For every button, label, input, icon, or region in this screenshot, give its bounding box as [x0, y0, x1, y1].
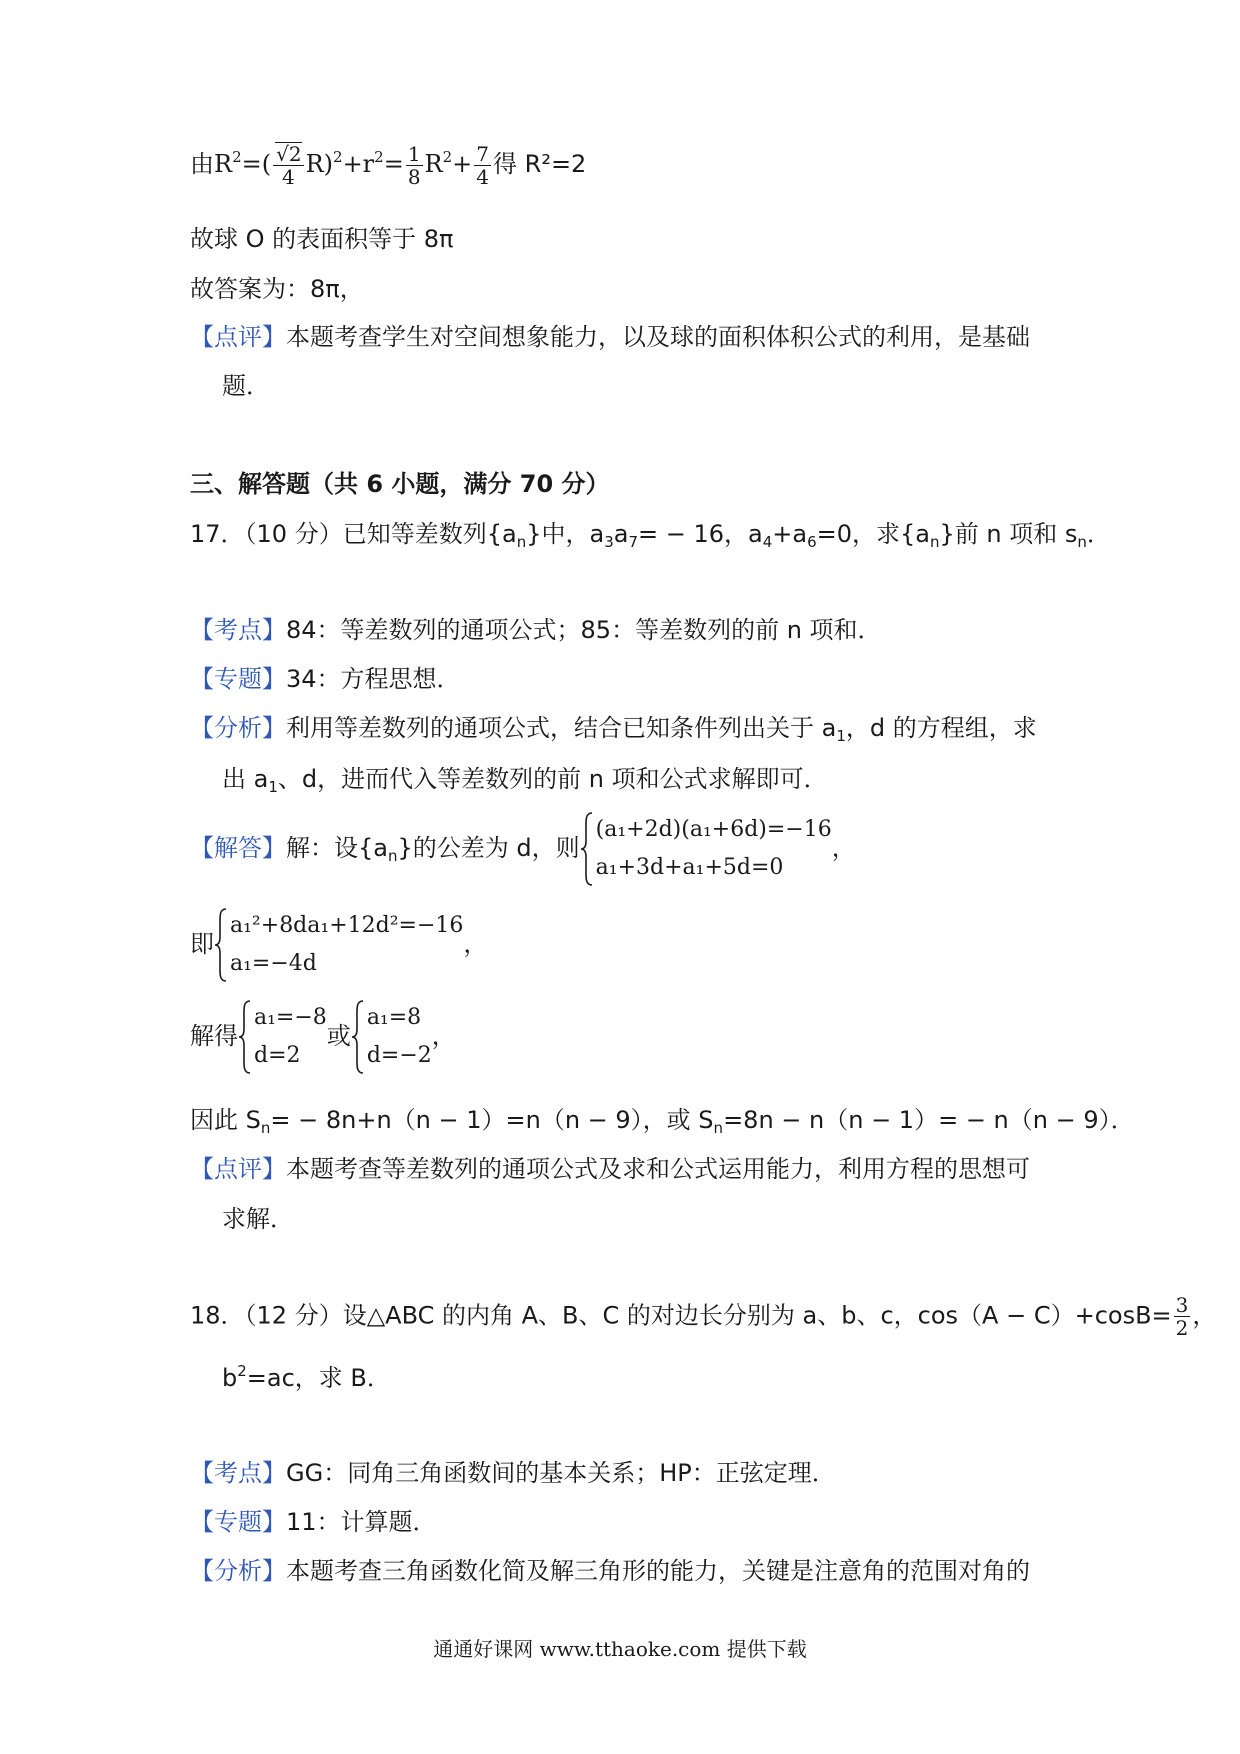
fraction-sqrt2-over-4 [273, 142, 303, 188]
stem-sub: 3 [604, 533, 614, 551]
q17-fenxi [190, 711, 1037, 745]
fraction-7-over-4 [474, 143, 491, 188]
frac-num: 7 [476, 141, 490, 166]
frac-den: 4 [476, 164, 490, 189]
kaodian-text: GG：同角三角函数间的基本关系；HP：正弦定理． [286, 1459, 836, 1487]
ji-text: 即 [190, 930, 214, 958]
huo-text: 或 [326, 1022, 351, 1050]
left-brace-icon [214, 907, 228, 983]
equation-system-2 [214, 907, 463, 983]
frac-den: 4 [281, 165, 295, 189]
system-row: a₁²+8da₁+12d²=−16 [230, 913, 464, 938]
fenxi-sub: 1 [836, 727, 846, 745]
q17-stem [190, 517, 1111, 551]
q17-zhuanti [190, 662, 461, 696]
eq-part: R) [305, 150, 334, 178]
q18-zhuanti [190, 1505, 437, 1539]
stem-part: ． [1086, 520, 1111, 548]
sphere-surface-line: 故球 O 的表面积等于 8π [190, 225, 454, 253]
kaodian-text: 84：等差数列的通项公式；85：等差数列的前 n 项和． [286, 616, 882, 644]
stem-part: =0，求{a [816, 520, 931, 548]
q18-stem-text: 18．（12 分）设△ABC 的内角 A、B、C 的对边长分别为 a、b、c，cos（A − C）+cosB= [190, 1301, 1172, 1330]
jiede-text: 解得 [190, 1022, 238, 1050]
system-row: d=2 [254, 1043, 301, 1068]
stem-part: b [222, 1364, 238, 1392]
comma: ， [1192, 1301, 1217, 1330]
comment-line-2: 题． [222, 372, 270, 400]
zhuanti-text: 34：方程思想． [286, 665, 461, 693]
jieda-part: }的公差为 d，则 [397, 834, 580, 862]
system-row: a₁=8 [366, 1005, 422, 1030]
stem-part: }前 n 项和 s [939, 520, 1078, 548]
dianping-tag: 【点评】 [190, 1155, 286, 1183]
eq-part: = [383, 150, 404, 178]
left-brace-icon [580, 811, 594, 887]
fenxi-tag: 【分析】 [190, 1557, 286, 1585]
stem-part: a [613, 520, 629, 548]
system-row: a₁+3d+a₁+5d=0 [595, 855, 784, 880]
equation-system-4 [351, 999, 432, 1075]
comma: ， [463, 930, 488, 958]
q18-stem-2 [222, 1361, 391, 1395]
q17-dianping [190, 1152, 1030, 1186]
frac-den: 2 [1175, 1316, 1189, 1340]
yinci-part: = − 8n+n（n − 1）=n（n − 9），或 S [270, 1106, 714, 1134]
stem-sub: n [1077, 533, 1087, 551]
stem-sub: n [930, 533, 940, 551]
sqrt-2: √2 [276, 142, 302, 166]
q18-stem [190, 1294, 1216, 1339]
equation-system-3 [238, 999, 327, 1075]
stem-part: 17．（10 分）已知等差数列{a [190, 520, 517, 548]
yinci-sub: n [260, 1119, 271, 1137]
stem-sub: 7 [628, 533, 638, 551]
fenxi-part: 出 a [222, 765, 269, 793]
stem-sup: 2 [237, 1362, 247, 1380]
q17-yinci [190, 1103, 1135, 1137]
eq-part: R [424, 150, 443, 178]
yinci-part: =8n − n（n − 1）= − n（n − 9）． [723, 1106, 1135, 1134]
zhuanti-tag: 【专题】 [190, 665, 286, 693]
text-result: 得 R²=2 [493, 150, 587, 178]
page-footer: 通通好课网 www.tthaoke.com 提供下载 [433, 1637, 807, 1661]
eq-sup: 2 [374, 148, 384, 166]
stem-sub: n [516, 533, 527, 551]
q17-fenxi-2 [222, 762, 828, 796]
kaodian-tag: 【考点】 [190, 616, 286, 644]
equation-system-1 [580, 811, 832, 887]
left-brace-icon [238, 999, 252, 1075]
yinci-sub: n [713, 1119, 724, 1137]
fenxi-part: 、d，进而代入等差数列的前 n 项和公式求解即可． [277, 765, 828, 793]
yinci-part: 因此 S [190, 1106, 261, 1134]
comment-tag: 【点评】 [190, 323, 286, 351]
fenxi-tag: 【分析】 [190, 714, 286, 742]
stem-part: = − 16，a [638, 520, 763, 548]
eq-sup: 2 [333, 148, 343, 166]
q17-jiede [190, 996, 456, 1076]
system-row: (a₁+2d)(a₁+6d)=−16 [595, 817, 832, 842]
frac-num: 3 [1175, 1293, 1189, 1317]
fraction-3-over-2 [1174, 1294, 1191, 1339]
eq-sup: 2 [442, 148, 453, 166]
formula-line-r-squared [190, 142, 586, 188]
eq-part: =( [241, 150, 272, 178]
frac-den: 8 [407, 164, 421, 189]
q18-kaodian [190, 1456, 836, 1490]
zhuanti-tag: 【专题】 [190, 1508, 286, 1536]
system-row: a₁=−4d [230, 951, 317, 976]
fenxi-text: 本题考查三角函数化简及解三角形的能力，关键是注意角的范围对角的 [286, 1557, 1030, 1585]
comment-line [190, 320, 1030, 354]
q17-dianping-2: 求解． [222, 1205, 294, 1233]
fenxi-part: 利用等差数列的通项公式，结合已知条件列出关于 a [286, 714, 837, 742]
stem-part: +a [772, 520, 808, 548]
frac-num: 1 [407, 141, 421, 166]
eq-part: + [452, 150, 473, 178]
eq-part: R [214, 150, 233, 178]
answer-line: 故答案为：8π， [190, 275, 364, 303]
q17-kaodian [190, 613, 882, 647]
comment-text: 本题考查学生对空间想象能力，以及球的面积体积公式的利用，是基础 [286, 323, 1030, 351]
section-heading: 三、解答题（共 6 小题，满分 70 分） [190, 470, 610, 498]
system-row: a₁=−8 [254, 1005, 327, 1030]
fraction-1-over-8 [406, 143, 423, 188]
stem-sub: 6 [807, 533, 817, 551]
q18-fenxi [190, 1554, 1030, 1588]
stem-part: }中，a [526, 520, 605, 548]
left-brace-icon [351, 999, 365, 1075]
stem-part: =ac，求 B． [246, 1364, 391, 1392]
q17-ji [190, 904, 487, 984]
text-you: 由 [190, 150, 214, 178]
jieda-sub: n [387, 847, 398, 865]
fenxi-sub: 1 [268, 778, 278, 796]
stem-sub: 4 [762, 533, 773, 551]
comma: ， [831, 834, 856, 862]
eq-part: +r [342, 150, 375, 178]
jieda-tag: 【解答】 [190, 834, 286, 862]
q17-jieda [190, 808, 856, 888]
dianping-text: 本题考查等差数列的通项公式及求和公式运用能力，利用方程的思想可 [286, 1155, 1030, 1183]
comma: ， [431, 1022, 456, 1050]
jieda-part: 解：设{a [286, 834, 388, 862]
system-row: d=−2 [366, 1043, 432, 1068]
eq-sup: 2 [232, 148, 242, 166]
zhuanti-text: 11：计算题． [286, 1508, 437, 1536]
fenxi-part: ，d 的方程组，求 [845, 714, 1037, 742]
kaodian-tag: 【考点】 [190, 1459, 286, 1487]
